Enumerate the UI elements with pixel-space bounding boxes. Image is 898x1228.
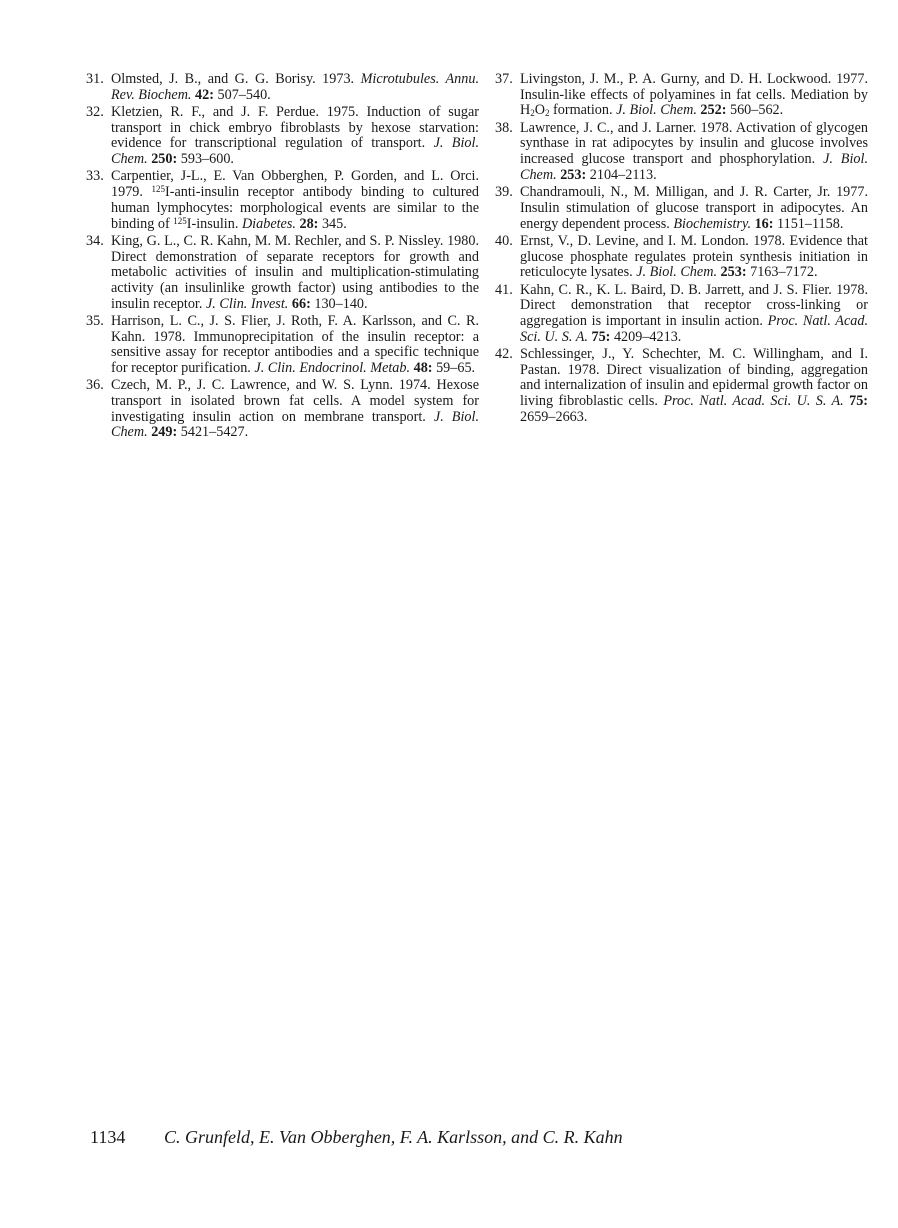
reference-number: 36. — [86, 377, 104, 394]
journal-title: J. Biol. Chem. — [520, 151, 868, 183]
reference-number: 41. — [495, 281, 513, 298]
journal-title: J. Biol. Chem. — [111, 135, 479, 168]
journal-title: Proc. Natl. Acad. Sci. U. S. A. — [663, 393, 844, 410]
page-number: 1134 — [90, 1127, 126, 1147]
reference-number: 40. — [495, 232, 513, 249]
reference-text: 59–65. — [432, 360, 476, 377]
reference-text: I-insulin. — [186, 215, 242, 232]
reference-text: Kletzien, R. F., and J. F. Perdue. 1975. Induction of sugar transport in chick embryo fibroblasts by hexose starvation: evidence for transcriptional regulation of transport. — [111, 104, 479, 152]
reference-text: Czech, M. P., J. C. Lawrence, and W. S. Lynn. 1974. Hexose transport in isolated brown fat cells. A model system for investigating insulin action on membrane transport. — [111, 377, 479, 425]
volume-number: 48: — [413, 360, 433, 377]
volume-number: 75: — [591, 328, 611, 345]
reference-text: Ernst, V., D. Levine, and I. M. London. 1978. Evidence that glucose phosphate regulates protein synthesis initiation in reticulocyte lysates. — [520, 232, 868, 281]
journal-title: Microtubules. Annu. Rev. Biochem. — [111, 71, 479, 103]
reference-number: 38. — [495, 119, 513, 136]
reference-text: 2659–2663. — [520, 408, 588, 425]
reference-text: formation. — [549, 102, 617, 119]
reference-text: 593–600. — [177, 151, 234, 168]
running-authors: C. Grunfeld, E. Van Obberghen, F. A. Karlsson, and C. R. Kahn — [164, 1127, 623, 1147]
reference-item — [86, 314, 479, 377]
reference-number: 32. — [86, 104, 104, 120]
reference-text: 345. — [318, 215, 347, 232]
reference-number: 34. — [86, 232, 104, 249]
reference-number: 35. — [86, 312, 104, 329]
reference-number: 33. — [86, 168, 104, 185]
journal-title: J. Clin. Endocrinol. Metab. — [254, 360, 411, 377]
reference-item — [495, 347, 868, 426]
reference-item — [495, 72, 868, 119]
volume-number: 250: — [151, 151, 178, 168]
reference-number: 39. — [495, 184, 513, 201]
reference-item — [86, 234, 479, 313]
reference-text: Olmsted, J. B., and G. G. Borisy. 1973. — [111, 71, 361, 87]
reference-text: 4209–4213. — [610, 328, 682, 345]
reference-text: 1151–1158. — [773, 215, 844, 232]
reference-text: Harrison, L. C., J. S. Flier, J. Roth, F. A. Karlsson, and C. R. Kahn. 1978. Immunoprecipitation of the insulin receptor: a sensitive assay for receptor antibodies and a specific technique for receptor purification. — [111, 312, 479, 377]
reference-text: Lawrence, J. C., and J. Larner. 1978. Activation of glycogen synthase in rat adipocytes by insulin and glucose involves increased glucose transport and phosphorylation. — [520, 119, 868, 168]
journal-title: Proc. Natl. Acad. Sci. U. S. A. — [520, 312, 868, 345]
reference-item — [495, 121, 868, 184]
volume-number: 252: — [700, 102, 727, 119]
journal-title: J. Biol. Chem. — [111, 408, 479, 441]
journal-title: J. Biol. Chem. — [636, 264, 717, 281]
subscript: 2 — [530, 108, 535, 119]
references-left-column — [86, 72, 479, 443]
superscript: 125 — [173, 215, 187, 226]
reference-text: 507–540. — [213, 86, 271, 103]
reference-text: King, G. L., C. R. Kahn, M. M. Rechler, and S. P. Nissley. 1980. Direct demonstration of separate receptors for growth and metabolic activities of insulin and multiplication-stimulating activity (an insulinlike growth factor) using antibodies to the insulin receptor. — [111, 232, 479, 312]
reference-number: 42. — [495, 345, 513, 362]
reference-text: O — [534, 102, 545, 119]
reference-item — [495, 185, 868, 232]
volume-number: 42: — [195, 86, 214, 103]
journal-title: J. Clin. Invest. — [205, 295, 289, 312]
reference-item — [86, 169, 479, 232]
references-right-column — [495, 72, 868, 427]
reference-number: 37. — [495, 71, 513, 87]
superscript: 125 — [151, 184, 166, 195]
reference-item — [495, 283, 868, 346]
reference-text: I-anti-insulin receptor antibody binding to cultured human lymphocytes: morphological events are similar to the binding of — [111, 184, 479, 232]
reference-text: Kahn, C. R., K. L. Baird, D. B. Jarrett, and J. S. Flier. 1978. Direct demonstration that receptor cross-linking or aggregation is important in insulin action. — [520, 281, 868, 329]
reference-number: 31. — [86, 71, 104, 87]
reference-text: 2104–2113. — [586, 166, 657, 183]
journal-title: J. Biol. Chem. — [616, 102, 697, 119]
reference-item — [495, 234, 868, 281]
reference-text: Livingston, J. M., P. A. Gurny, and D. H. Lockwood. 1977. Insulin-like effects of polyamines in fat cells. Mediation by H — [520, 71, 868, 119]
volume-number: 253: — [560, 166, 587, 183]
reference-text: 560–562. — [726, 102, 784, 119]
volume-number: 16: — [754, 215, 774, 232]
reference-text: Chandramouli, N., M. Milligan, and J. R. Carter, Jr. 1977. Insulin stimulation of glucose transport in adipocytes. An energy dependent process. — [520, 184, 868, 232]
reference-text: Carpentier, J-L., E. Van Obberghen, P. Gorden, and L. Orci. 1979. — [111, 168, 479, 201]
journal-title: Biochemistry. — [673, 215, 752, 232]
volume-number: 253: — [720, 264, 747, 281]
volume-number: 28: — [299, 215, 319, 232]
journal-title: Diabetes. — [241, 215, 296, 232]
volume-number: 66: — [291, 295, 311, 312]
reference-item — [86, 378, 479, 441]
page-footer — [90, 1126, 623, 1148]
reference-item — [86, 72, 479, 103]
volume-number: 249: — [151, 424, 178, 441]
reference-text: 5421–5427. — [177, 424, 249, 441]
reference-text: 130–140. — [310, 295, 368, 312]
volume-number: 75: — [849, 393, 869, 410]
reference-item — [86, 105, 479, 168]
reference-text: 7163–7172. — [746, 264, 818, 281]
reference-text: Schlessinger, J., Y. Schechter, M. C. Willingham, and I. Pastan. 1978. Direct visualization of binding, aggregation and internalization of insulin and epidermal growth factor on living fibroblastic cells. — [520, 345, 868, 410]
subscript: 2 — [545, 108, 550, 119]
